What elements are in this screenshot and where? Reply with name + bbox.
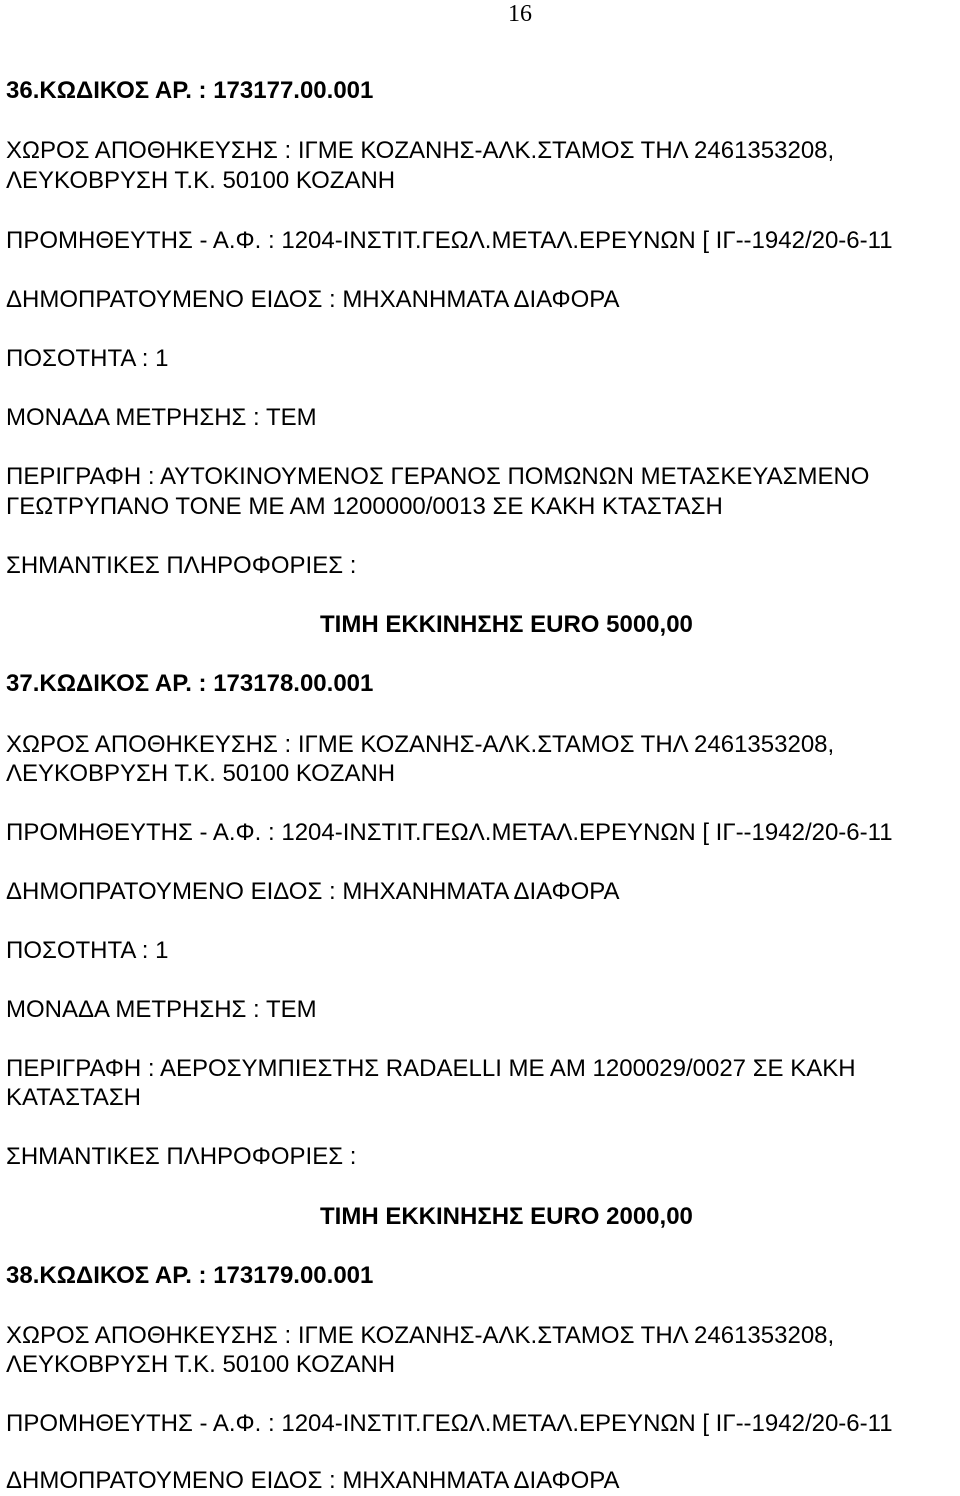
quantity: ΠΟΣΟΤΗΤΑ : 1 bbox=[6, 937, 169, 964]
supplier: ΠΡΟΜΗΘΕΥΤΗΣ - Α.Φ. : 1204-ΙΝΣΤΙΤ.ΓΕΩΛ.ΜΕΤΑΛ.ΕΡΕΥΝΩΝ [ ΙΓ--1942/20-6-11 bbox=[6, 227, 893, 254]
storage-location: ΧΩΡΟΣ ΑΠΟΘΗΚΕΥΣΗΣ : ΙΓΜΕ ΚΟΖΑΝΗΣ-ΑΛΚ.ΣΤΑΜΟΣ ΤΗΛ 2461353208, bbox=[6, 731, 835, 758]
description: ΠΕΡΙΓΡΑΦΗ : ΑΕΡΟΣΥΜΠΙΕΣΤΗΣ RADAELLI ΜΕ ΑΜ 1200029/0027 ΣΕ ΚΑΚΗ bbox=[6, 1055, 856, 1082]
description-cont: ΚΑΤΑΣΤΑΣΗ bbox=[6, 1084, 142, 1111]
unit-of-measure: ΜΟΝΑΔΑ ΜΕΤΡΗΣΗΣ : ΤΕΜ bbox=[6, 996, 317, 1023]
starting-price: ΤΙΜΗ ΕΚΚΙΝΗΣΗΣ EURO 2000,00 bbox=[320, 1203, 693, 1230]
auctioned-type: ΔΗΜΟΠΡΑΤΟΥΜΕΝΟ ΕΙΔΟΣ : ΜΗΧΑΝΗΜΑΤΑ ΔΙΑΦΟΡΑ bbox=[6, 878, 620, 905]
storage-location: ΧΩΡΟΣ ΑΠΟΘΗΚΕΥΣΗΣ : ΙΓΜΕ ΚΟΖΑΝΗΣ-ΑΛΚ.ΣΤΑΜΟΣ ΤΗΛ 2461353208, bbox=[6, 137, 835, 164]
storage-location-cont: ΛΕΥΚΟΒΡΥΣΗ Τ.Κ. 50100 ΚΟΖΑΝΗ bbox=[6, 1351, 396, 1378]
storage-location-cont: ΛΕΥΚΟΒΡΥΣΗ Τ.Κ. 50100 ΚΟΖΑΝΗ bbox=[6, 167, 396, 194]
supplier: ΠΡΟΜΗΘΕΥΤΗΣ - Α.Φ. : 1204-ΙΝΣΤΙΤ.ΓΕΩΛ.ΜΕΤΑΛ.ΕΡΕΥΝΩΝ [ ΙΓ--1942/20-6-11 bbox=[6, 1410, 893, 1437]
item-heading: 37.ΚΩΔΙΚΟΣ ΑΡ. : 173178.00.001 bbox=[6, 670, 374, 697]
item-heading: 36.ΚΩΔΙΚΟΣ ΑΡ. : 173177.00.001 bbox=[6, 77, 374, 104]
important-info: ΣΗΜΑΝΤΙΚΕΣ ΠΛΗΡΟΦΟΡΙΕΣ : bbox=[6, 1143, 357, 1170]
page-number: 16 bbox=[508, 1, 532, 27]
storage-location: ΧΩΡΟΣ ΑΠΟΘΗΚΕΥΣΗΣ : ΙΓΜΕ ΚΟΖΑΝΗΣ-ΑΛΚ.ΣΤΑΜΟΣ ΤΗΛ 2461353208, bbox=[6, 1322, 835, 1349]
storage-location-cont: ΛΕΥΚΟΒΡΥΣΗ Τ.Κ. 50100 ΚΟΖΑΝΗ bbox=[6, 760, 396, 787]
important-info: ΣΗΜΑΝΤΙΚΕΣ ΠΛΗΡΟΦΟΡΙΕΣ : bbox=[6, 552, 357, 579]
quantity: ΠΟΣΟΤΗΤΑ : 1 bbox=[6, 345, 169, 372]
item-heading: 38.ΚΩΔΙΚΟΣ ΑΡ. : 173179.00.001 bbox=[6, 1262, 374, 1289]
auctioned-type: ΔΗΜΟΠΡΑΤΟΥΜΕΝΟ ΕΙΔΟΣ : ΜΗΧΑΝΗΜΑΤΑ ΔΙΑΦΟΡΑ bbox=[6, 286, 620, 313]
supplier: ΠΡΟΜΗΘΕΥΤΗΣ - Α.Φ. : 1204-ΙΝΣΤΙΤ.ΓΕΩΛ.ΜΕΤΑΛ.ΕΡΕΥΝΩΝ [ ΙΓ--1942/20-6-11 bbox=[6, 819, 893, 846]
auctioned-type: ΔΗΜΟΠΡΑΤΟΥΜΕΝΟ ΕΙΔΟΣ : ΜΗΧΑΝΗΜΑΤΑ ΔΙΑΦΟΡΑ bbox=[6, 1467, 620, 1494]
description: ΠΕΡΙΓΡΑΦΗ : ΑΥΤΟΚΙΝΟΥΜΕΝΟΣ ΓΕΡΑΝΟΣ ΠΟΜΩΝΩΝ ΜΕΤΑΣΚΕΥΑΣΜΕΝΟ bbox=[6, 463, 870, 490]
description-cont: ΓΕΩΤΡΥΠΑΝΟ ΤΟΝΕ ΜΕ ΑΜ 1200000/0013 ΣΕ ΚΑΚΗ ΚΤΑΣΤΑΣΗ bbox=[6, 493, 723, 520]
starting-price: ΤΙΜΗ ΕΚΚΙΝΗΣΗΣ EURO 5000,00 bbox=[320, 611, 693, 638]
unit-of-measure: ΜΟΝΑΔΑ ΜΕΤΡΗΣΗΣ : ΤΕΜ bbox=[6, 404, 317, 431]
